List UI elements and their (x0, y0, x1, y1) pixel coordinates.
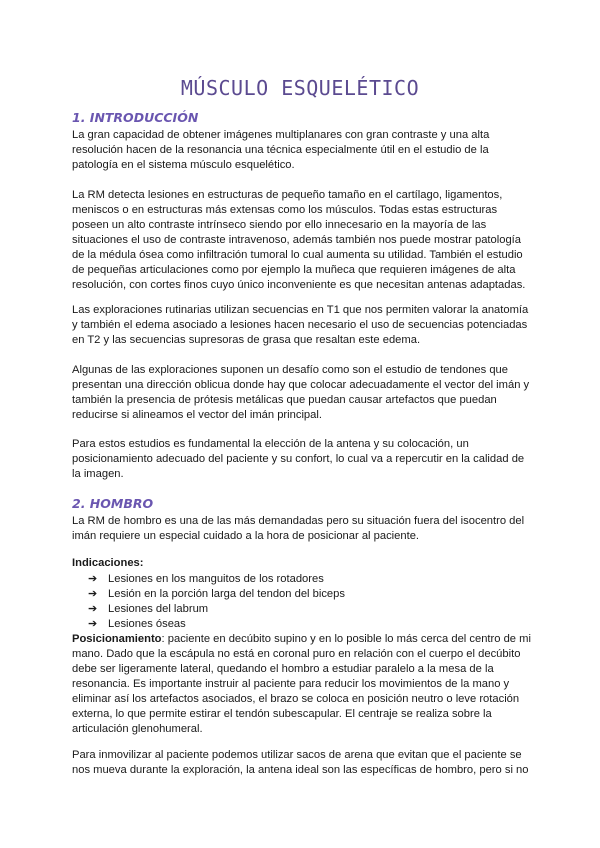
paragraph: Las exploraciones rutinarias utilizan secuencias en T1 que nos permiten valorar la anatomía y también el edema asociado a lesiones hacen necesario el uso de secuencias potenciadas en T2 y las secuencias supresoras de grasa que resaltan este edema. (72, 304, 529, 346)
list-item: ➔ Lesiones en los manguitos de los rotadores (88, 573, 324, 585)
list-item: ➔ Lesiones óseas (88, 618, 186, 630)
arrow-bullet-icon: ➔ (88, 603, 98, 615)
paragraph: La gran capacidad de obtener imágenes multiplanares con gran contraste y una alta resolución hacen de la resonancia una técnica especialmente útil en el estudio de la patología en el sistema músculo esquelético. (72, 129, 490, 171)
arrow-bullet-icon: ➔ (88, 588, 98, 600)
paragraph: La RM de hombro es una de las más demandadas pero su situación fuera del isocentro del imán requiere un especial cuidado a la hora de posicionar al paciente. (72, 515, 525, 542)
positioning-label: Posicionamiento (72, 633, 162, 645)
indications-label: Indicaciones: (72, 557, 144, 569)
paragraph: Para estos estudios es fundamental la elección de la antena y su colocación, un posicionamiento adecuado del paciente y su confort, lo cual va a repercutir en la calidad de la imagen. (72, 438, 525, 480)
section-heading-introduction: 1. INTRODUCCIÓN (72, 110, 199, 125)
arrow-bullet-icon: ➔ (88, 573, 98, 585)
list-item: ➔ Lesiones del labrum (88, 603, 209, 615)
paragraph: La RM detecta lesiones en estructuras de pequeño tamaño en el cartílago, ligamentos, meniscos o en estructuras más extensas como los músculos. Todas estas estructuras poseen un alto contraste intrínseco siendo por ello innecesario en la mayoría de las situaciones el uso de contraste intravenoso, además también nos puede mostrar patología de la médula ósea como infiltración tumoral lo cual aumenta su utilidad. También el estudio de pequeñas articulaciones como por ejemplo la muñeca que requieren imágenes de alta resolución, con cortes finos cuyo único inconveniente es que necesitan antenas adaptadas. (72, 189, 526, 291)
paragraph: Para inmovilizar al paciente podemos utilizar sacos de arena que evitan que el paciente se nos mueva durante la exploración, la antena ideal son las específicas de hombro, pero si no (72, 749, 529, 776)
arrow-bullet-icon: ➔ (88, 618, 98, 630)
list-item: ➔ Lesión en la porción larga del tendon del biceps (88, 588, 345, 600)
indications-list (88, 572, 345, 632)
positioning-paragraph: Posicionamiento: paciente en decúbito supino y en lo posible lo más cerca del centro de mi mano. Dado que la escápula no está en coronal puro en relación con el cuerpo el decúbito debe ser ligeramente lateral, quedando el hombro a estudiar paralelo a la mesa de la resonancia. Es importante instruir al paciente para reducir los movimientos de la mano y eliminar así los artefactos asociados, el brazo se coloca en posición neutro o leve rotación externa, lo que permite estirar el tendón subescapular. El centraje se realiza sobre la articulación glenohumeral. (72, 633, 531, 735)
paragraph: Algunas de las exploraciones suponen un desafío como son el estudio de tendones que presentan una dirección oblicua donde hay que colocar adecuadamente el vector del imán y también la presencia de prótesis metálicas que puedan causar artefactos que puedan reducirse si alineamos el vector del imán principal. (72, 364, 530, 421)
section-heading-shoulder: 2. HOMBRO (72, 496, 154, 511)
document-title: MÚSCULO ESQUELÉTICO (180, 76, 420, 100)
